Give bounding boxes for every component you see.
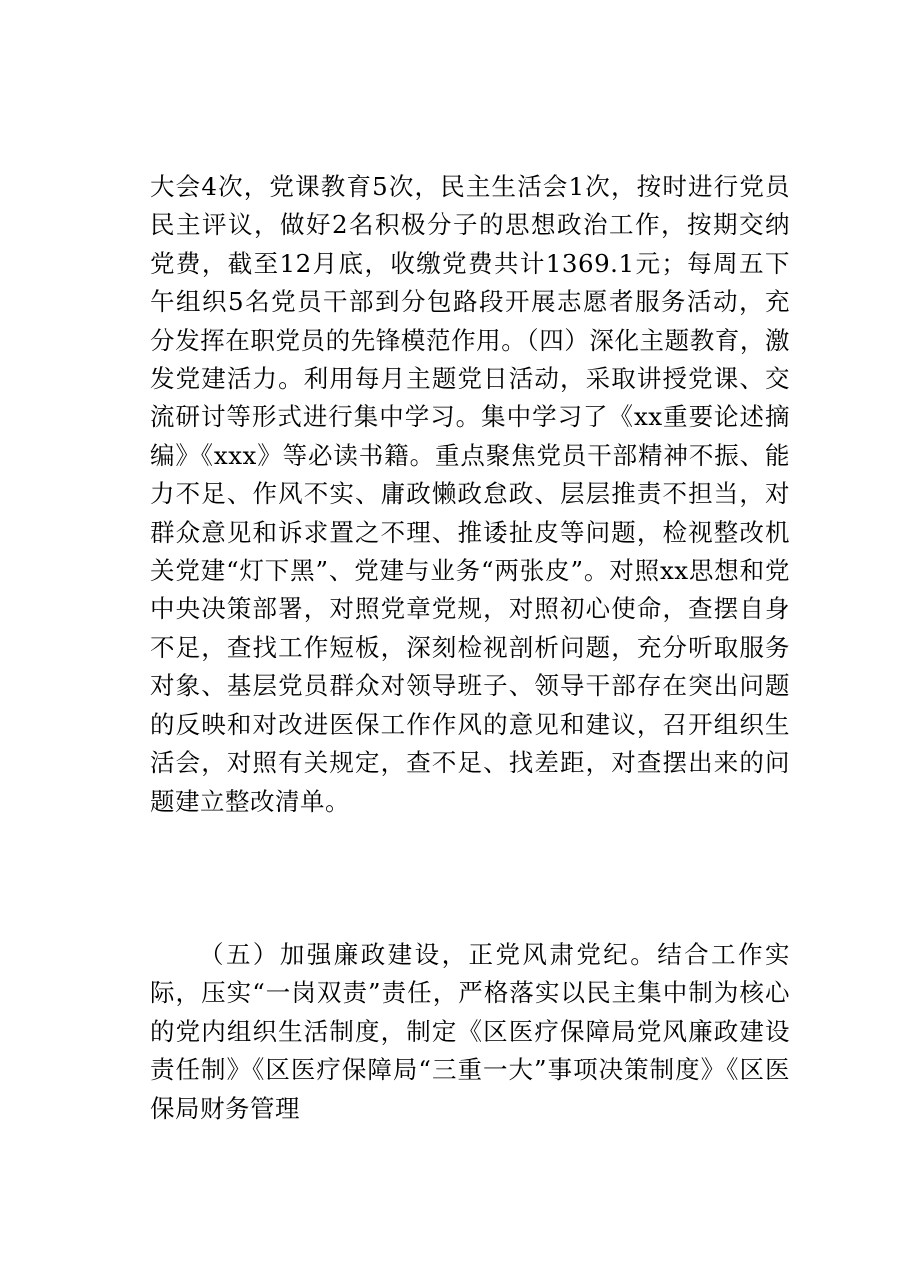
body-paragraph-2: （五）加强廉政建设，正党风肃党纪。结合工作实际，压实“一岗双责”责任，严格落实以民主集中制为核心的党内组织生活制度，制定《区医疗保障局党风廉政建设责任制》《区医疗保障局“三重一大”事项决策制度》《区医保局财务管理: [150, 940, 790, 1123]
body-paragraph-1: 大会4次，党课教育5次，民主生活会1次，按时进行党员民主评议，做好2名积极分子的思想政治工作，按期交纳党费，截至12月底，收缴党费共计1369.1元；每周五下午组织5名党员干部到分包路段开展志愿者服务活动，充分发挥在职党员的先锋模范作用。（四）深化主题教育，激发党建活力。利用每月主题党日活动，采取讲授党课、交流研讨等形式进行集中学习。集中学习了《xx重要论述摘编》《xxx》等必读书籍。重点聚焦党员干部精神不振、能力不足、作风不实、庸政懒政怠政、层层推责不担当，对群众意见和诉求置之不理、推诿扯皮等问题，检视整改机关党建“灯下黑”、党建与业务“两张皮”。对照xx思想和党中央决策部署，对照党章党规，对照初心使命，查摆自身不足，查找工作短板，深刻检视剖析问题，充分听取服务对象、基层党员群众对领导班子、领导干部存在突出问题的反映和对改进医保工作作风的意见和建议，召开组织生活会，对照有关规定，查不足、找差距，对查摆出来的问题建立整改清单。: [150, 172, 790, 816]
